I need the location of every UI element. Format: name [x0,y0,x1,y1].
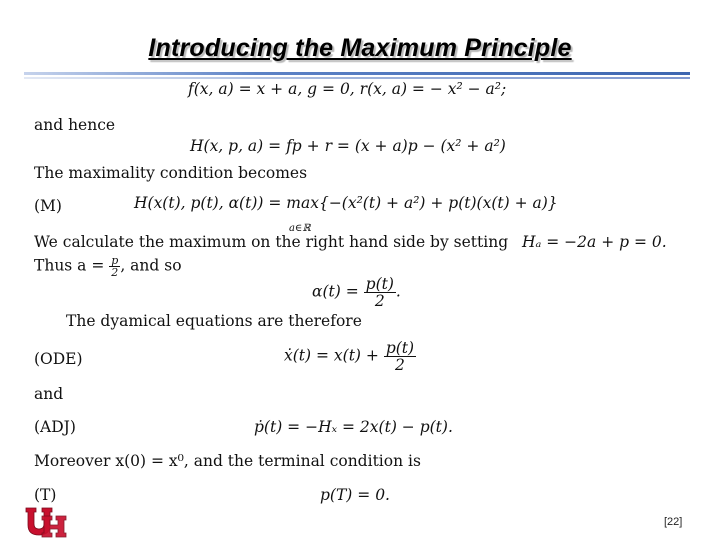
alpha-lhs: α(t) = [312,282,359,301]
ode-fraction-den: 2 [395,356,405,374]
alpha-end: . [395,282,401,301]
dynamical-intro-text: The dyamical equations are therefore [66,312,362,330]
university-logo [24,506,68,538]
slide-title: Introducing the Maximum Principle [148,34,572,62]
ode-fraction-num: p(t) [385,339,415,357]
title-rule-shadow [24,77,690,79]
dynamics-equation: f(x, a) = x + a, g = 0, r(x, a) = − x² − a²; [188,80,507,98]
thus-line [34,255,182,278]
ode-equation [284,340,416,373]
alpha-fraction [364,276,396,309]
m-equation-rhs: {−(x²(t) + a²) + p(t)(x(t) + a)} [318,194,558,212]
m-label: (M) [34,197,62,215]
and-hence-text: and hence [34,116,116,134]
alpha-fraction-den: 2 [374,292,385,310]
ode-fraction [384,340,416,373]
ode-label: (ODE) [34,350,83,368]
and-text: and [34,385,64,403]
page-number: [22] [664,516,683,528]
m-equation-sub: a∈ℝ [288,223,311,234]
thus-text: Thus a = [34,256,105,275]
t-equation: p(T) = 0. [320,486,390,504]
thus-fraction [109,255,120,278]
hamiltonian-equation: H(x, p, a) = fp + r = (x + a)p − (x² + a²) [190,137,506,155]
alpha-equation [312,276,401,309]
adj-equation: ṗ(t) = −Hₓ = 2x(t) − p(t). [254,418,453,436]
alpha-fraction-num: p(t) [365,275,394,293]
thus-fraction-num: p [111,254,119,267]
calc-text: We calculate the maximum on the right hand side by setting [34,233,509,251]
thus-fraction-den: 2 [111,266,119,279]
m-equation [134,194,558,234]
title-rule [24,72,690,75]
thus-rest: , and so [120,256,182,275]
maximality-intro-text: The maximality condition becomes [34,164,308,182]
moreover-text: Moreover x(0) = x⁰, and the terminal condition is [34,452,421,470]
calc-equation: Hₐ = −2a + p = 0. [522,233,667,251]
ode-lhs: ẋ(t) = x(t) + [284,346,379,365]
adj-label: (ADJ) [34,418,76,436]
t-label: (T) [34,486,57,504]
m-equation-lhs: H(x(t), p(t), α(t)) = max [134,194,319,212]
